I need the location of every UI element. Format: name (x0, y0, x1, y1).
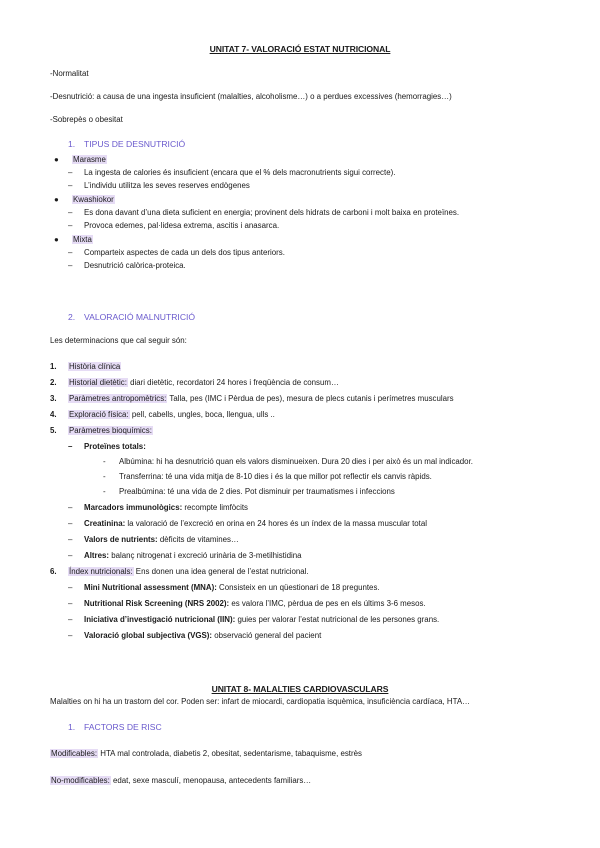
item-text: guies per valorar l’estat nutricional de les persones grans. (235, 615, 440, 624)
item-label: Índex nutricionals: (69, 567, 133, 576)
item-text: La ingesta de calories és insuficient (encara que el % dels macronutrients sigui correcte). (84, 168, 396, 177)
item-label: Valoració global subjectiva (VGS): (84, 631, 213, 640)
sub-item (68, 615, 439, 625)
item-label: Valors de nutrients: (84, 535, 158, 544)
dash: – (68, 599, 73, 608)
item-number: 6. (50, 567, 57, 576)
bullet: ● (54, 195, 59, 204)
bullet: ● (54, 155, 59, 164)
item-number: 1. (50, 362, 57, 371)
item-text: L’individu utilitza les seves reserves endògenes (84, 181, 250, 190)
type-name: Kwashiokor (73, 195, 114, 204)
item-label: Paràmetres bioquímics: (69, 426, 152, 435)
item-label: Iniciativa d’investigació nutricional (IIN): (84, 615, 236, 624)
list-item-kwashiokor (54, 195, 115, 205)
sub-item (68, 503, 248, 513)
item-label: Exploració física: (69, 410, 129, 419)
type-name: Marasme (73, 155, 106, 164)
item-text: es valora l’IMC, pèrdua de pes en els últims 3-6 mesos. (229, 599, 426, 608)
item-number: 5. (50, 426, 57, 435)
dash: – (68, 551, 73, 560)
sub-sub-item (103, 457, 473, 467)
dash: – (68, 583, 73, 592)
item-text: Comparteix aspectes de cada un dels dos tipus anteriors. (84, 248, 285, 257)
item-text: diari dietètic, recordatori 24 hores i freqüència de consum… (127, 378, 339, 387)
unit8-title: UNITAT 8- MALALTIES CARDIOVASCULARS (211, 684, 389, 694)
state-normal: -Normalitat (50, 69, 89, 78)
list-item (68, 168, 395, 178)
list-item (68, 208, 459, 218)
item-label: Proteïnes totals: (84, 442, 146, 451)
item-text: observació general del pacient (212, 631, 322, 640)
section-heading-tipus (68, 139, 185, 150)
numbered-item (50, 426, 153, 436)
numbered-item (50, 378, 339, 388)
dash: – (68, 208, 73, 217)
item-text: Provoca edemes, pal·lidesa extrema, ascitis i anasarca. (84, 221, 280, 230)
state-sobrepes: -Sobrepès o obesitat (50, 115, 123, 124)
item-text: recompte limfòcits (182, 503, 248, 512)
dash: – (68, 503, 73, 512)
section-intro: Les determinacions que cal seguir són: (50, 336, 187, 345)
bullet: ● (54, 235, 59, 244)
dash: – (68, 631, 73, 640)
section-heading-factors (68, 722, 162, 733)
dash: – (68, 535, 73, 544)
dash: - (103, 487, 106, 496)
item-label: Altres: (84, 551, 109, 560)
sub-item (68, 599, 426, 609)
dash: – (68, 168, 73, 177)
item-text: edat, sexe masculí, menopausa, antecedents familiars… (110, 776, 312, 785)
sub-sub-item (103, 487, 395, 497)
section-number: 1. (68, 139, 76, 149)
item-label: Marcadors immunològics: (84, 503, 183, 512)
dash: - (103, 472, 106, 481)
item-text: Prealbúmina: té una vida de 2 dies. Pot disminuir per traumatismes i infeccions (119, 487, 395, 496)
dash: – (68, 221, 73, 230)
item-label: No-modificables: (51, 776, 110, 785)
unit8-intro: Malalties on hi ha un trastorn del cor. Poden ser: infart de miocardi, cardiopatia isquèmica, insuficiència cardíaca, HTA… (50, 697, 471, 706)
sub-item (68, 535, 239, 545)
item-number: 2. (50, 378, 57, 387)
section-number: 2. (68, 312, 76, 322)
numbered-item (50, 410, 275, 420)
item-text: Ens donen una idea general de l’estat nutricional. (133, 567, 309, 576)
section-title: VALORACIÓ MALNUTRICIÓ (84, 312, 196, 322)
item-label: Paràmetres antropomètrics: (69, 394, 167, 403)
item-text: Consisteix en un qüestionari de 18 preguntes. (216, 583, 380, 592)
dash: - (103, 457, 106, 466)
list-item (68, 248, 285, 258)
item-text: Albúmina: hi ha desnutrició quan els valors disminueixen. Dura 20 dies i per això és un mal indicador. (119, 457, 473, 466)
list-item (68, 181, 250, 191)
item-text: Desnutrició calòrica-proteica. (84, 261, 186, 270)
sub-item-proteins (68, 442, 146, 452)
item-text: HTA mal controlada, diabetis 2, obesitat, sedentarisme, tabaquisme, estrès (98, 749, 362, 758)
item-text: Es dona davant d’una dieta suficient en energia; provinent dels hidrats de carboni i molt baixa en proteïnes. (84, 208, 460, 217)
sub-item (68, 551, 302, 561)
list-item-mixta (54, 235, 93, 245)
item-text: balanç nitrogenat i excreció urinària de 3-metilhistidina (109, 551, 302, 560)
item-label: Modificables: (51, 749, 98, 758)
item-text: pell, cabells, ungles, boca, llengua, ulls .. (129, 410, 275, 419)
section-heading-valoracio (68, 312, 195, 323)
dash: – (68, 442, 73, 451)
section-title: FACTORS DE RISC (84, 722, 162, 732)
sub-item (68, 583, 380, 593)
dash: – (68, 615, 73, 624)
list-item (68, 261, 186, 271)
sub-item (68, 519, 427, 529)
item-label: Nutritional Risk Screening (NRS 2002): (84, 599, 230, 608)
item-label: Història clínica (69, 362, 121, 371)
list-item (68, 221, 279, 231)
list-item-marasme (54, 155, 107, 165)
unit7-title: UNITAT 7- VALORACIÓ ESTAT NUTRICIONAL (209, 44, 391, 54)
sub-item (68, 631, 321, 641)
dash: – (68, 248, 73, 257)
item-text: dèficits de vitamines… (157, 535, 239, 544)
numbered-item (50, 394, 454, 404)
numbered-item (50, 567, 309, 577)
item-text: la valoració de l’excreció en orina en 24 hores és un índex de la massa muscular total (125, 519, 427, 528)
type-name: Mixta (73, 235, 92, 244)
item-number: 3. (50, 394, 57, 403)
dash: – (68, 519, 73, 528)
item-text: Transferrina: té una vida mitja de 8-10 dies i és la que millor pot reflectir els canvis ràpids. (119, 472, 432, 481)
item-label: Creatinina: (84, 519, 126, 528)
sub-sub-item (103, 472, 432, 482)
dash: – (68, 181, 73, 190)
section-title: TIPUS DE DESNUTRICIÓ (84, 139, 186, 149)
numbered-item (50, 362, 121, 372)
item-label: Mini Nutritional assessment (MNA): (84, 583, 217, 592)
item-text: Talla, pes (IMC i Pèrdua de pes), mesura de plecs cutanis i perímetres musculars (167, 394, 454, 403)
item-label: Historial dietètic: (69, 378, 127, 387)
section-number: 1. (68, 722, 76, 732)
state-desnutricio: -Desnutrició: a causa de una ingesta insuficient (malalties, alcoholisme…) o a perdues excessives (hemorragies…) (50, 92, 452, 101)
item-number: 4. (50, 410, 57, 419)
risk-nonmodifiable (50, 776, 311, 786)
dash: – (68, 261, 73, 270)
risk-modifiable (50, 749, 362, 759)
